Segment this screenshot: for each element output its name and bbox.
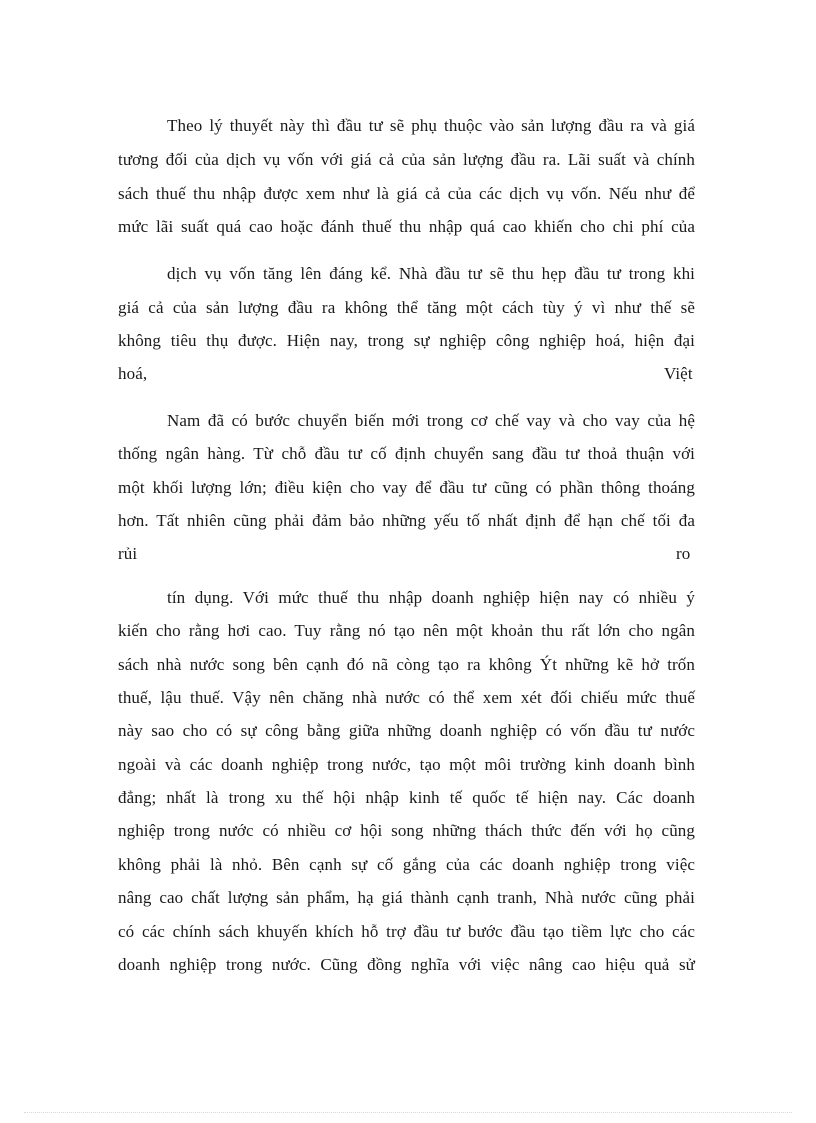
text-line: một khối lượng lớn; điều kiện cho vay để đầu tư cũng có phần thông thoáng: [118, 478, 695, 497]
text-line: sách nhà nước song bên cạnh đó nã còng tạo ra không Ýt những kẽ hở trốn: [118, 655, 695, 674]
text-line: ngoài và các doanh nghiệp trong nước, tạo một môi trường kinh doanh bình: [118, 755, 695, 774]
text-line: thống ngân hàng. Từ chỗ đầu tư cố định chuyển sang đầu tư thoả thuận với: [118, 444, 695, 463]
text-line: kiến cho rằng hơi cao. Tuy rằng nó tạo nên một khoản thu rất lớn cho ngân: [118, 621, 695, 640]
text-line: tín dụng. Với mức thuế thu nhập doanh nghiệp hiện nay có nhiều ý: [167, 588, 695, 607]
text-line: sách thuế thu nhập được xem như là giá cả của các dịch vụ vốn. Nếu như để: [118, 184, 695, 203]
text-line: dịch vụ vốn tăng lên đáng kể. Nhà đầu tư sẽ thu hẹp đầu tư trong khi: [167, 264, 695, 283]
text-line: nghiệp trong nước có nhiều cơ hội song những thách thức đến với họ cũng: [118, 821, 695, 840]
text-line: có các chính sách khuyến khích hỗ trợ đầu tư bước đầu tạo tiềm lực cho các: [118, 922, 695, 941]
text-line: Nam đã có bước chuyển biến mới trong cơ chế vay và cho vay của hệ: [167, 411, 695, 430]
text-line: thuế, lậu thuế. Vậy nên chăng nhà nước có thể xem xét đối chiếu mức thuế: [118, 688, 695, 707]
page-bottom-divider: [24, 1112, 792, 1113]
text-line-right: Việt: [664, 364, 693, 383]
text-line: tương đối của dịch vụ vốn với giá cả của sản lượng đầu ra. Lãi suất và chính: [118, 150, 695, 169]
text-line-right: ro: [676, 544, 691, 563]
text-line: mức lãi suất quá cao hoặc đánh thuế thu nhập quá cao khiến cho chi phí của: [118, 217, 695, 236]
text-line: Theo lý thuyết này thì đầu tư sẽ phụ thuộc vào sản lượng đầu ra và giá: [167, 116, 695, 135]
text-line-left: hoá,: [118, 364, 148, 383]
text-line: đẳng; nhất là trong xu thế hội nhập kinh tế quốc tế hiện nay. Các doanh: [118, 788, 695, 807]
text-line: hơn. Tất nhiên cũng phải đảm bảo những yếu tố nhất định để hạn chế tối đa: [118, 511, 695, 530]
text-line: không tiêu thụ được. Hiện nay, trong sự nghiệp công nghiệp hoá, hiện đại: [118, 331, 695, 350]
text-line: giá cả của sản lượng đầu ra không thể tăng một cách tùy ý vì như thế sẽ: [118, 298, 695, 317]
text-line: doanh nghiệp trong nước. Cũng đồng nghĩa với việc nâng cao hiệu quả sử: [118, 955, 695, 974]
text-line-left: rủi: [118, 544, 138, 563]
text-line: nâng cao chất lượng sản phẩm, hạ giá thành cạnh tranh, Nhà nước cũng phải: [118, 888, 695, 907]
text-line: này sao cho có sự công bằng giữa những doanh nghiệp có vốn đầu tư nước: [118, 721, 695, 740]
text-line: không phải là nhỏ. Bên cạnh sự cố gắng của các doanh nghiệp trong việc: [118, 855, 695, 874]
